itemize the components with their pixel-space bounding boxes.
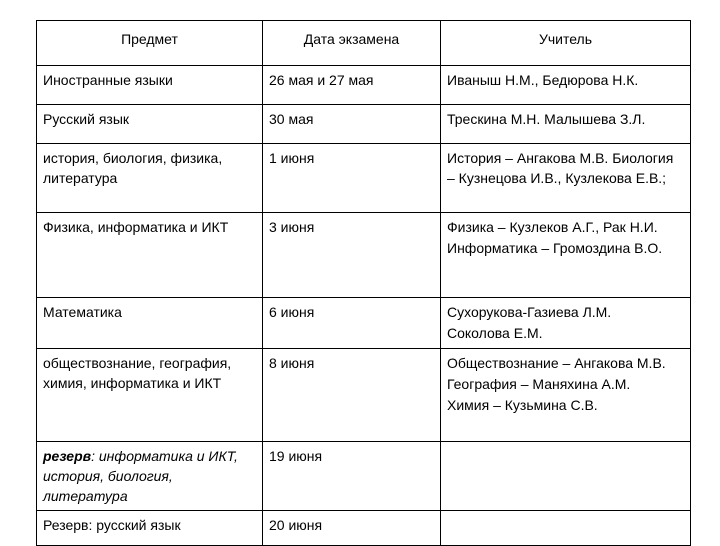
subject-cell: Физика, информатика и ИКТ	[37, 213, 263, 298]
subject-cell: обществознание, география, химия, информатика и ИКТ	[37, 349, 263, 442]
teacher-line: История – Ангакова М.В. Биология – Кузнецова И.В., Кузлекова Е.В.;	[447, 150, 674, 186]
header-subject: Предмет	[37, 21, 263, 66]
table-row	[37, 144, 691, 213]
teacher-line: Сухорукова-Газиева Л.М.	[447, 304, 612, 320]
teacher-line: Трескина М.Н. Малышева З.Л.	[447, 111, 646, 127]
subject-cell: Иностранные языки	[37, 66, 263, 105]
teacher-cell	[441, 66, 691, 105]
date-cell: 26 мая и 27 мая	[263, 66, 441, 105]
table-row	[37, 66, 691, 105]
teacher-line: Физика – Кузлеков А.Г., Рак Н.И.	[447, 219, 658, 235]
date-cell: 30 мая	[263, 105, 441, 144]
teacher-cell	[441, 105, 691, 144]
table-row	[37, 105, 691, 144]
reserve-label: резерв	[43, 448, 92, 464]
date-cell: 3 июня	[263, 213, 441, 298]
teacher-line: Информатика – Громоздина В.О.	[447, 240, 663, 256]
subject-cell	[37, 442, 263, 511]
reserve-subjects: : информатика и ИКТ, история, биология, литература	[43, 448, 238, 504]
table-row	[37, 298, 691, 349]
table-row	[37, 213, 691, 298]
teacher-cell	[441, 511, 691, 546]
teacher-cell	[441, 442, 691, 511]
header-teacher: Учитель	[441, 21, 691, 66]
exam-schedule-document	[36, 20, 690, 546]
subject-cell: Резерв: русский язык	[37, 511, 263, 546]
table-row	[37, 442, 691, 511]
teacher-line: Иваныш Н.М., Бедюрова Н.К.	[447, 72, 639, 88]
subject-cell: Русский язык	[37, 105, 263, 144]
teacher-line: Соколова Е.М.	[447, 325, 543, 341]
table-row	[37, 511, 691, 546]
date-cell: 1 июня	[263, 144, 441, 213]
table-row	[37, 349, 691, 442]
teacher-cell	[441, 144, 691, 213]
teacher-line: Химия – Кузьмина С.В.	[447, 397, 598, 413]
exam-schedule-table	[36, 20, 691, 546]
subject-cell: Математика	[37, 298, 263, 349]
date-cell: 20 июня	[263, 511, 441, 546]
date-cell: 6 июня	[263, 298, 441, 349]
teacher-cell	[441, 213, 691, 298]
date-cell: 8 июня	[263, 349, 441, 442]
teacher-line: Обществознание – Ангакова М.В.	[447, 355, 666, 371]
table-header-row	[37, 21, 691, 66]
header-exam-date: Дата экзамена	[263, 21, 441, 66]
teacher-cell	[441, 298, 691, 349]
subject-cell: история, биология, физика, литература	[37, 144, 263, 213]
teacher-line: География – Маняхина А.М.	[447, 376, 631, 392]
date-cell: 19 июня	[263, 442, 441, 511]
teacher-cell	[441, 349, 691, 442]
